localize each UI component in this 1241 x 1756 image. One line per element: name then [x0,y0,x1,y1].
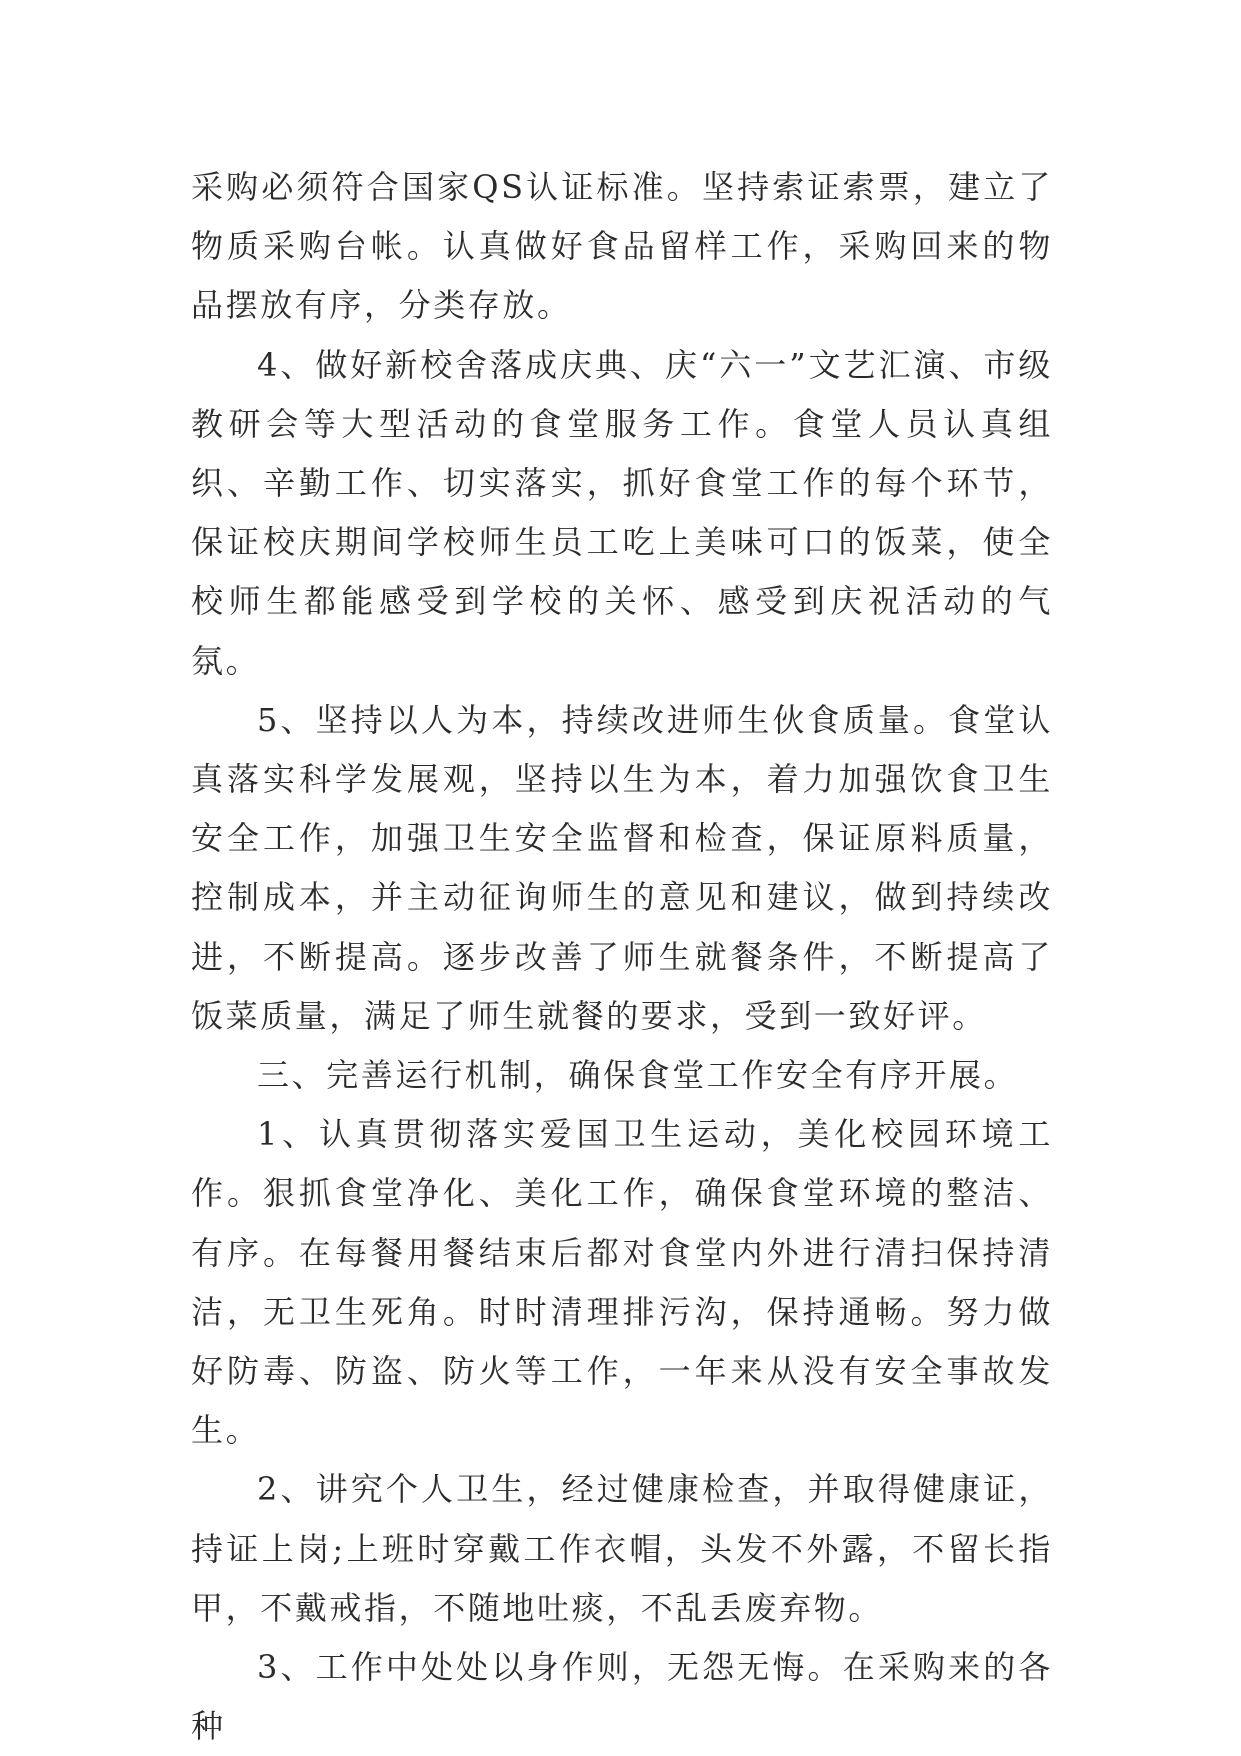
section-heading-3: 三、完善运行机制，确保食堂工作安全有序开展。 [257,1056,1019,1095]
paragraph-item-5-meal-quality: 5、坚持以人为本，持续改进师生伙食质量。食堂认真落实科学发展观，坚持以生为本，着力加强饮食卫生安全工作，加强卫生安全监督和检查，保证原料质量，控制成本，并主动征询师生的意见和建议，做到持续改进，不断提高。逐步改善了师生就餐条件，不断提高了饭菜质量，满足了师生就餐的要求，受到一致好评。 [191,700,1053,1035]
document-body [191,158,1053,1756]
paragraph-item-3-lead-by-example: 3、工作中处处以身作则，无怨无悔。在采购来的各种 [191,1648,1053,1746]
paragraph-item-2-personal-hygiene: 2、讲究个人卫生，经过健康检查，并取得健康证，持证上岗;上班时穿戴工作衣帽，头发不外露，不留长指甲，不戴戒指，不随地吐痰，不乱丢废弃物。 [191,1470,1053,1627]
paragraph-item-1-hygiene: 1、认真贯彻落实爱国卫生运动，美化校园环境工作。狠抓食堂净化、美化工作，确保食堂环境的整洁、有序。在每餐用餐结束后都对食堂内外进行清扫保持清洁，无卫生死角。时时清理排污沟，保持通畅。努力做好防毒、防盗、防火等工作，一年来从没有安全事故发生。 [191,1115,1053,1450]
paragraph-item-4-events: 4、做好新校舍落成庆典、庆“六一”文艺汇演、市级教研会等大型活动的食堂服务工作。食堂人员认真组织、辛勤工作、切实落实，抓好食堂工作的每个环节，保证校庆期间学校师生员工吃上美味可口的饭菜，使全校师生都能感受到学校的关怀、感受到庆祝活动的气氛。 [191,345,1053,680]
paragraph-procurement-standards: 采购必须符合国家QS认证标准。坚持索证索票，建立了物质采购台帐。认真做好食品留样工作，采购回来的物品摆放有序，分类存放。 [191,168,1053,325]
